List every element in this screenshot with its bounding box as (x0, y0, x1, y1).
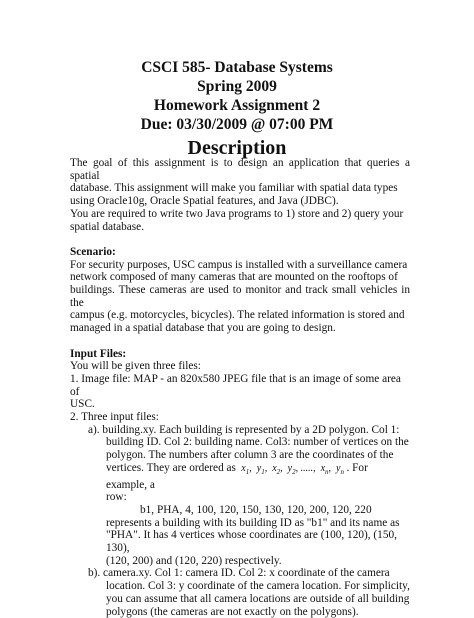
input-files-intro: You will be given three files: (70, 360, 201, 373)
text-line: represents a building with its building ID as "b1" and its name as (106, 516, 400, 529)
document-header (0, 58, 474, 161)
text-line: using Oracle10g, Oracle Spatial features, and Java (JDBC). (70, 195, 339, 208)
section-title: Description (187, 137, 287, 159)
text-line: The goal of this assignment is to design an application that queries a spatial (70, 157, 410, 182)
text-line: For security purposes, USC campus is installed with a surveillance camera (70, 258, 408, 271)
list-item-image-file-cont: USC. (70, 398, 95, 411)
vertex-order-formula: $x_1$, $y_1$, $x_2$, $y_2$, ....., $x_n$, $y_n$ (238, 462, 344, 476)
spacer (70, 335, 410, 348)
vertex-order-suffix: . For example, a (106, 461, 368, 491)
text-line: network composed of many cameras that are mounted on the rooftops of (70, 271, 398, 284)
text-line: You are required to write two Java programs to 1) store and 2) query your (70, 207, 404, 220)
due-line: Due: 03/30/2009 @ 07:00 PM (140, 116, 334, 133)
sub-item-camera: b). camera.xy. Col 1: camera ID. Col 2: x coordinate of the camera (88, 567, 390, 580)
row-label: row: (106, 491, 127, 504)
sub-item-camera-cont: polygons (the cameras are not exactly on the polygons). (106, 605, 359, 618)
scenario-heading: Scenario: (70, 245, 116, 258)
input-files-heading: Input Files: (70, 347, 127, 360)
list-item-input-files: 2. Three input files: (70, 411, 159, 424)
text-line: campus (e.g. motorcycles, bicycles). The related information is stored and (70, 309, 405, 322)
text-line: (120, 200) and (120, 220) respectively. (106, 554, 282, 567)
scenario-paragraph (70, 259, 410, 335)
vertex-order-line (70, 462, 410, 491)
text-line: managed in a spatial database that you are going to design. (70, 322, 336, 335)
intro-paragraph-1 (70, 157, 410, 208)
sub-item-building-cont: building ID. Col 2: building name. Col3: number of vertices on the (106, 436, 409, 449)
sub-item-camera-cont: you can assume that all camera locations are outside of all building (106, 592, 410, 605)
list-item-image-file: 1. Image file: MAP - an 820x580 JPEG file that is an image of some area of (70, 372, 401, 398)
text-line: database. This assignment will make you familiar with spatial data types (70, 182, 398, 195)
assignment-line: Homework Assignment 2 (153, 97, 321, 114)
sub-item-building: a). building.xy. Each building is represented by a 2D polygon. Col 1: (88, 423, 400, 436)
intro-paragraph-2 (70, 208, 410, 233)
spacer (70, 233, 410, 246)
text-line: spatial database. (70, 220, 145, 233)
sub-item-camera-cont: location. Col 3: y coordinate of the camera location. For simplicity, (106, 580, 410, 593)
document-body (70, 157, 410, 618)
vertex-order-prefix: vertices. They are ordered as (106, 461, 236, 474)
text-line: "PHA". It has 4 vertices whose coordinates are (100, 120), (150, 130), (106, 529, 397, 555)
text-line: buildings. These cameras are used to monitor and track small vehicles in the (70, 284, 410, 309)
course-title: CSCI 585- Database Systems (141, 59, 333, 76)
example-row: b1, PHA, 4, 100, 120, 150, 130, 120, 200, 120, 220 (140, 503, 372, 516)
sub-item-building-cont: polygon. The numbers after column 3 are the coordinates of the (106, 449, 394, 462)
term-line: Spring 2009 (197, 78, 277, 95)
